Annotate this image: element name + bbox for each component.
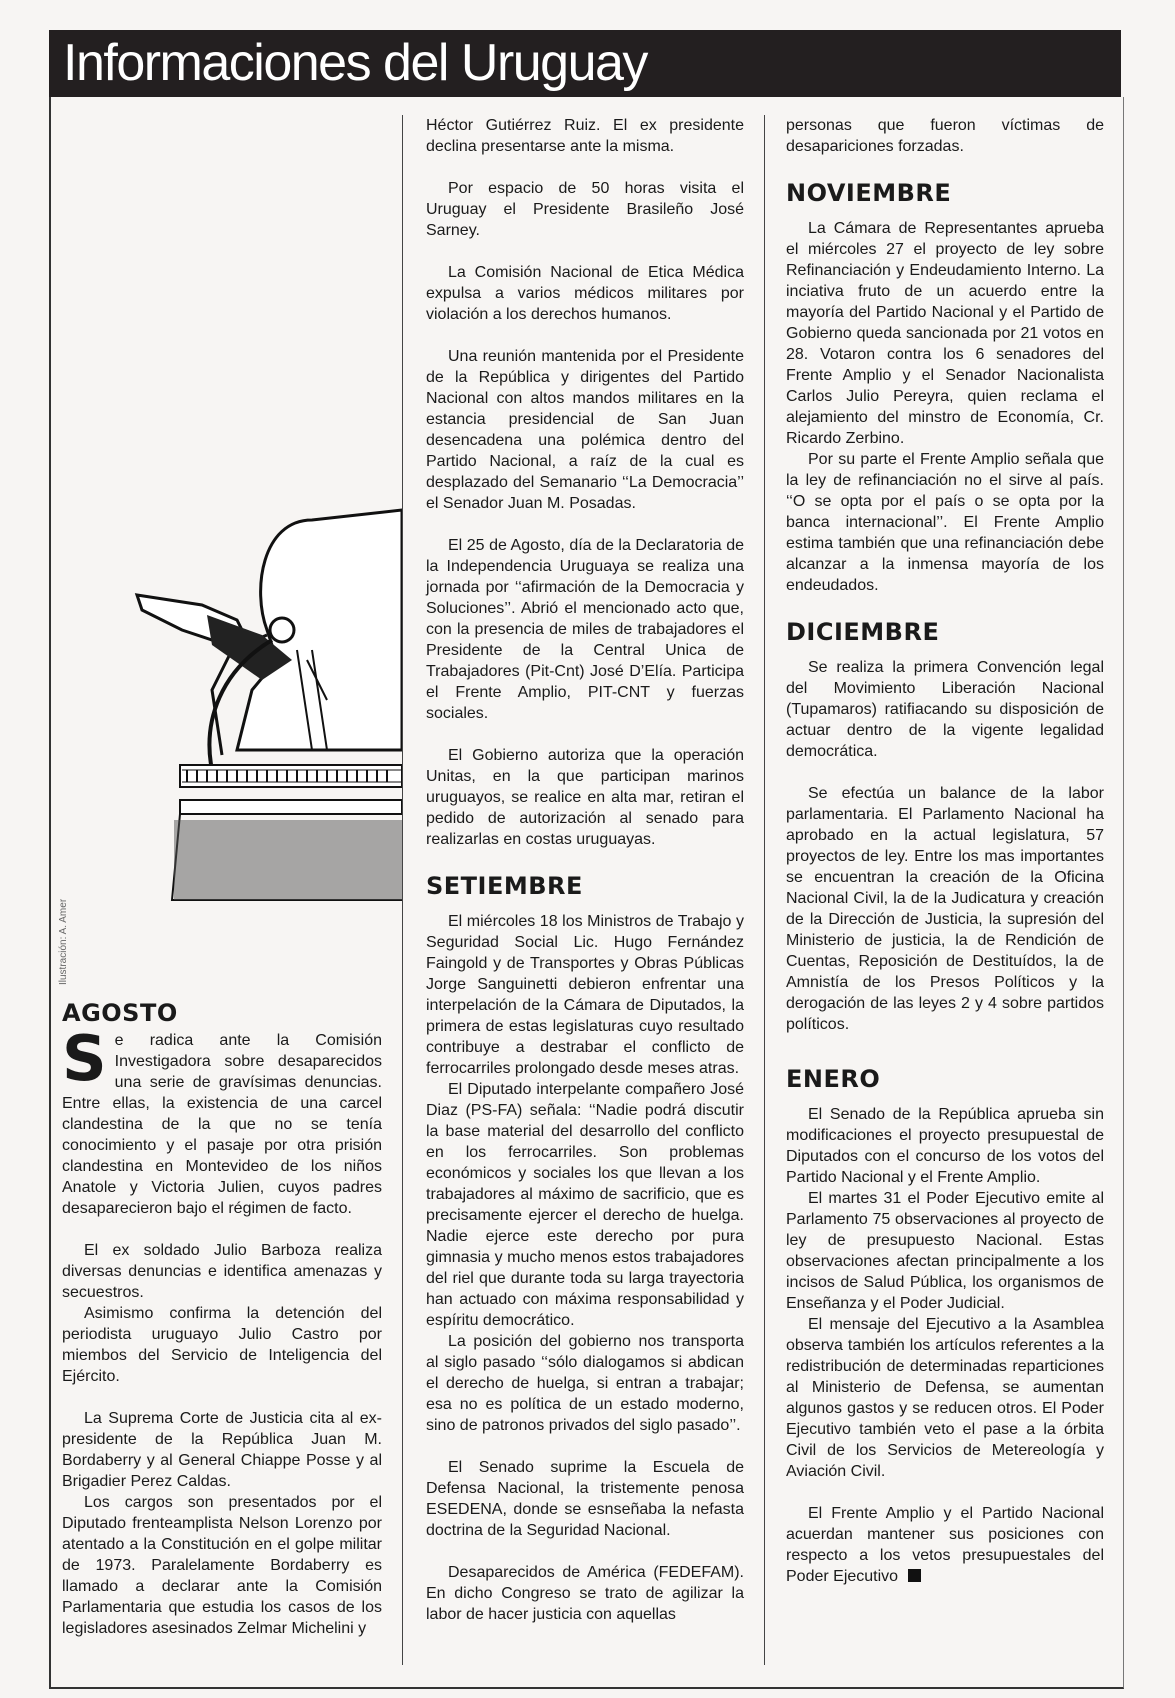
- paragraph: Se realiza la primera Convención legal del Movimiento Liberación Nacional (Tupamaros) ratifiacando su disposición de actuar dentro de la vigente legalidad democrática.: [786, 659, 1104, 760]
- paragraph: Por su parte el Frente Amplio señala que la ley de refinanciación no el sirve al país. ‘‘O se opta por el país o se opta por la banca internacional’’. El Frente Amplio estima también que una refinanciación debe alcanzar a la inmensa mayoría de los endeudados.: [786, 451, 1104, 594]
- paragraph: La Comisión Nacional de Etica Médica expulsa a varios médicos militares por violación a los derechos humanos.: [426, 264, 744, 323]
- drop-cap: S: [62, 1022, 107, 1095]
- section-heading-agosto: AGOSTO: [62, 999, 178, 1027]
- paragraph: El miércoles 18 los Ministros de Trabajo y Seguridad Social Lic. Hugo Fernández Faingold y de Transportes y Obras Públicas Jorge Sanguinetti debieron enfrentar una interpelación de la Cámara de Diputados, la primera de estas legislaturas cuyo resultado contribuye a destrabar el conflicto de ferrocarriles prolongado desde meses atras.: [426, 913, 744, 1077]
- right-column: [786, 115, 1104, 1587]
- paragraph: La Cámara de Representantes aprueba el miércoles 27 el proyecto de ley sobre Refinanciación y Endeudamiento Interno. La inciativa fruto de un acuerdo entre la mayoría del Partido Nacional y el Partido de Gobierno queda sancionada por 21 votos en 28. Votaron contra los 6 senadores del Frente Amplio y el Senador Nacionalista Carlos Julio Pereyra, quien reclama el alejamiento del minstro de Economía, Cr. Ricardo Zerbino.: [786, 220, 1104, 447]
- column-divider: [764, 115, 765, 1665]
- paragraph: El Gobierno autoriza que la operación Unitas, en la que participan marinos uruguayos, se realice en alta mar, retiran el pedido de autorización al senado para realizarlas en costas uruguayas.: [426, 747, 744, 848]
- section-heading-enero: ENERO: [786, 1065, 881, 1093]
- column-divider: [402, 115, 403, 1665]
- paragraph: El Frente Amplio y el Partido Nacional acuerdan mantener sus posiciones con respecto a los vetos presupuestales del Poder Ejecutivo: [786, 1505, 1104, 1585]
- paragraph: La posición del gobierno nos transporta al siglo pasado ‘‘sólo dialogamos si abdican el derecho de huelga, si entran a trabajar; esa no es política de un estado moderno, sino de patronos privados del siglo pasado’’.: [426, 1333, 744, 1434]
- paragraph: Asimismo confirma la detención del periodista uruguayo Julio Castro por miembos del Servicio de Inteligencia del Ejército.: [62, 1305, 382, 1385]
- paragraph: El mensaje del Ejecutivo a la Asamblea observa también los artículos referentes a la redistribución de determinadas reparticiones al Ministerio de Defensa, se aumentan algunos gastos y se reducen otros. El Poder Ejecutivo también veto el pase a la órbita Civil de los Servicios de Metereología y Aviación Civil.: [786, 1316, 1104, 1480]
- paragraph: El 25 de Agosto, día de la Declaratoria de la Independencia Uruguaya se realiza una jornada por ‘‘afirmación de la Democracia y Soluciones’’. Abrió el mencionado acto que, con la presencia de miles de trabajadores el Presidente de la Central Unica de Trabajadores (Pit-Cnt) José D’Elía. Participa el Frente Amplio, PIT-CNT y fuerzas sociales.: [426, 537, 744, 722]
- middle-column: [426, 115, 744, 1625]
- paragraph: La Suprema Corte de Justicia cita al ex-presidente de la República Juan M. Bordaberry y al General Chiappe Posse y al Brigadier Perez Caldas.: [62, 1410, 382, 1490]
- illustration-credit: Ilustración: A. Amer: [58, 898, 69, 985]
- end-of-article-mark-icon: [908, 1569, 921, 1582]
- paragraph: El martes 31 el Poder Ejecutivo emite al Parlamento 75 observaciones al proyecto de ley de presupuesto Nacional. Estas observaciones afectan principalmente a los incisos de Salud Pública, los organismos de Enseñanza y el Poder Judicial.: [786, 1190, 1104, 1312]
- section-heading-noviembre: NOVIEMBRE: [786, 179, 952, 207]
- paragraph: Se radica ante la Comisión Investigadora sobre desaparecidos una serie de gravísimas denuncias. Entre ellas, la existencia de una carcel clandestina de la que no se tenía conocimiento y el pasaje por otra prisión clandestina en Montevideo de los niños Anatole y Victoria Julien, cuyos padres desaparecieron bajo el régimen de facto.: [62, 1022, 382, 1217]
- paragraph: Se efectúa un balance de la labor parlamentaria. El Parlamento Nacional ha aprobado en la actual legislatura, 57 proyectos de ley. Entre los mas importantes se encuentran la creación de la Oficina Nacional Civil, la de la Judicatura y creación de la Dirección de Justicia, la supresión del Ministerio de justicia, la de Rendición de Cuentas, Reposición de Destituídos, la de Amnistía de los Presos Políticos y la derogación de las leyes 2 y 4 sobre partidos políticos.: [786, 785, 1104, 1033]
- paragraph: personas que fueron víctimas de desapariciones forzadas.: [786, 117, 1104, 155]
- masthead: [49, 30, 1121, 97]
- paragraph: El Senado de la República aprueba sin modificaciones el proyecto presupuestal de Diputados con el concurso de los votos del Partido Nacional y el Frente Amplio.: [786, 1106, 1104, 1186]
- paragraph: Por espacio de 50 horas visita el Uruguay el Presidente Brasileño José Sarney.: [426, 180, 744, 239]
- paragraph: Una reunión mantenida por el Presidente de la República y dirigentes del Partido Nacional con altos mandos militares en la estancia presidencial de San Juan desencadena una polémica dentro del Partido Nacional, a raíz de la cual es desplazado del Semanario ‘‘La Democracia’’ el Senador Juan M. Posadas.: [426, 348, 744, 512]
- left-column: [62, 999, 382, 1639]
- section-heading-setiembre: SETIEMBRE: [426, 872, 583, 900]
- section-heading-diciembre: DICIEMBRE: [786, 618, 940, 646]
- paragraph: El ex soldado Julio Barboza realiza diversas denuncias e identifica amenazas y secuestros.: [62, 1242, 382, 1301]
- paragraph: Desaparecidos de América (FEDEFAM). En dicho Congreso se trato de agilizar la labor de hacer justicia con aquellas: [426, 1564, 744, 1623]
- paragraph: El Senado suprime la Escuela de Defensa Nacional, la tristemente penosa ESEDENA, donde se esnseñaba la nefasta doctrina de la Seguridad Nacional.: [426, 1459, 744, 1539]
- paragraph: Los cargos son presentados por el Diputado frenteamplista Nelson Lorenzo por atentado a la Constitución en el golpe militar de 1973. Paralelamente Bordaberry es llamado a declarar ante la Comisión Parlamentaria que estudia los casos de los legisladores asesinados Zelmar Michelini y: [62, 1494, 382, 1637]
- paragraph: Héctor Gutiérrez Ruiz. El ex presidente declina presentarse ante la misma.: [426, 117, 744, 155]
- page-title: Informaciones del Uruguay: [63, 34, 647, 92]
- paragraph: El Diputado interpelante compañero José Diaz (PS-FA) señala: ‘‘Nadie podrá discutir la base material del desarrollo del conflicto en los ferrocarriles. Son problemas económicos y sociales los que llevan a los trabajadores al máximo de sacrificio, que es precisamente ejercer el derecho de huelga. Nadie ejerce este derecho por pura gimnasia y mucho menos estos trabajadores del riel que durante toda su larga trayectoria han actuado con máxima responsabilidad y espíritu democrático.: [426, 1081, 744, 1329]
- speaker-at-podium-illustration: [62, 500, 402, 980]
